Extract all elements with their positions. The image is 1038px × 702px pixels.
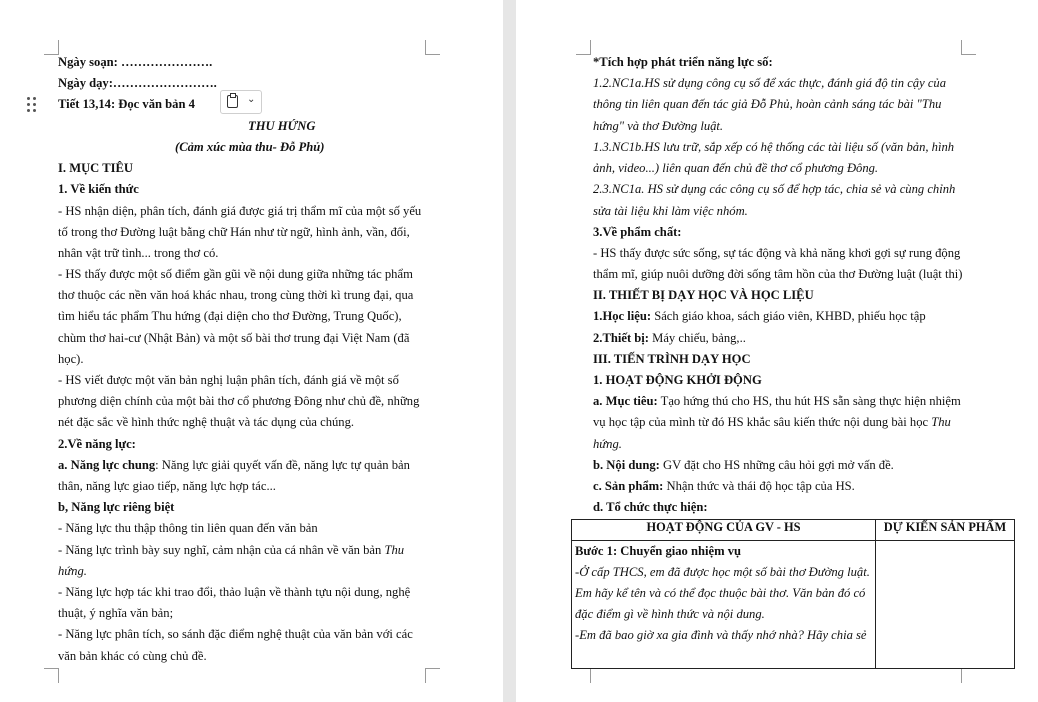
lesson-title: Tiết 13,14: Đọc văn bản 4: [58, 97, 195, 111]
body-text: tìm hiểu tác phẩm Thu hứng (đại diện cho thơ Đường, Trung Quốc),: [58, 309, 402, 323]
chevron-down-icon: ⌄: [247, 94, 256, 105]
body-text: 2.3.NC1a. HS sử dụng các công cụ số để hợp tác, chia sẻ và cùng chỉnh: [593, 182, 956, 196]
date-prepared: Ngày soạn: ………………….: [58, 55, 213, 69]
table-header: DỰ KIẾN SẢN PHẨM: [876, 520, 1015, 541]
section-heading: II. THIẾT BỊ DẠY HỌC VÀ HỌC LIỆU: [593, 288, 814, 302]
table-row: Bước 1: Chuyển giao nhiệm vụ: [575, 544, 742, 558]
table-cell-empty: [876, 541, 1015, 669]
body-text: hứng" và thơ Đường luật.: [593, 119, 724, 133]
section-heading: III. TIẾN TRÌNH DẠY HỌC: [593, 352, 751, 366]
poem-title: THU HỨNG: [248, 119, 316, 133]
body-text: chùm thơ hai-cư (Nhật Bản) và một số bài thơ trung đại Việt Nam (đã: [58, 331, 410, 345]
date-taught: Ngày dạy:…………………….: [58, 76, 217, 90]
document-page-left: [0, 0, 503, 702]
crop-mark: [44, 40, 59, 55]
digital-competence-heading: *Tích hợp phát triển năng lực số:: [593, 55, 773, 69]
table-header: HOẠT ĐỘNG CỦA GV - HS: [572, 520, 876, 541]
table-row: đặc điểm gì về hình thức và nội dung.: [575, 607, 765, 621]
body-text: hứng.: [593, 437, 622, 451]
body-text: phương diện chính của một bài thơ cổ phương Đông như chủ đề, những: [58, 394, 420, 408]
subsection-heading: d. Tổ chức thực hiện:: [593, 500, 708, 514]
table-row: -Ở cấp THCS, em đã được học một số bài thơ Đường luật.: [575, 565, 870, 579]
crop-mark: [44, 668, 59, 683]
subsection-heading: 1. Về kiến thức: [58, 182, 139, 196]
body-text: học).: [58, 352, 84, 366]
table-cell: [572, 541, 876, 669]
crop-mark: [425, 668, 440, 683]
drag-handle-icon[interactable]: [27, 97, 37, 113]
body-text: - HS nhận diện, phân tích, đánh giá được giá trị thẩm mĩ của một số yếu: [58, 204, 422, 218]
body-text: - Năng lực hợp tác khi trao đổi, thảo luận về thành tựu nội dung, nghệ: [58, 585, 411, 599]
body-text: a. Mục tiêu: Tạo hứng thú cho HS, thu hút HS sẵn sàng thực hiện nhiệm: [593, 394, 961, 408]
clipboard-icon: [227, 95, 238, 108]
body-text: - HS viết được một văn bản nghị luận phân tích, đánh giá về một số: [58, 373, 399, 387]
body-text: - HS thấy được một số điểm gần gũi về nội dung giữa những tác phẩm: [58, 267, 413, 281]
activity-table: [571, 519, 1015, 669]
body-text: sửa tài liệu khi làm việc nhóm.: [593, 204, 748, 218]
body-text: 1.Học liệu: Sách giáo khoa, sách giáo viên, KHBD, phiếu học tập: [593, 309, 926, 323]
crop-mark: [576, 40, 591, 55]
body-text: văn bản khác có cùng chủ đề.: [58, 649, 207, 663]
body-text: b. Nội dung: GV đặt cho HS những câu hỏi gợi mở vấn đề.: [593, 458, 894, 472]
body-text: nét đặc sắc về hình thức nghệ thuật và tác dụng của chúng.: [58, 415, 355, 429]
crop-mark: [576, 668, 591, 683]
paste-options-button[interactable]: [220, 90, 262, 114]
subsection-heading: 1. HOẠT ĐỘNG KHỞI ĐỘNG: [593, 373, 762, 387]
body-text: ảnh, video...) liên quan đến chủ đề thơ cổ phương Đông.: [593, 161, 879, 175]
body-text: tố trong thơ Đường luật bằng chữ Hán như từ ngữ, hình ảnh, vần, đối,: [58, 225, 410, 239]
body-text: thuật, ý nghĩa văn bản;: [58, 606, 174, 620]
body-text: 1.2.NC1a.HS sử dụng công cụ số để xác thực, đánh giá độ tin cậy của: [593, 76, 947, 90]
body-text: c. Sản phẩm: Nhận thức và thái độ học tập của HS.: [593, 479, 855, 493]
body-text: 1.3.NC1b.HS lưu trữ, sắp xếp có hệ thống các tài liệu số (văn bản, hình: [593, 140, 955, 154]
body-text: thơ thuộc các nền văn hoá khác nhau, trong cùng thời kì trung đại, qua: [58, 288, 414, 302]
body-text: thẩm mĩ, giúp nuôi dưỡng đời sống tâm hồn của thơ Đường luật (luật thi): [593, 267, 963, 281]
subsection-heading: 2.Về năng lực:: [58, 437, 136, 451]
body-text: a. Năng lực chung: Năng lực giải quyết vấn đề, năng lực tự quản bản: [58, 458, 410, 472]
crop-mark: [961, 668, 976, 683]
body-text: - Năng lực thu thập thông tin liên quan đến văn bản: [58, 521, 318, 535]
body-text: thông tin liên quan đến tác giả Đỗ Phủ, hoàn cảnh sáng tác bài "Thu: [593, 97, 942, 111]
body-text: nhân vật trữ tình... trong thơ có.: [58, 246, 219, 260]
poem-subtitle: (Cảm xúc mùa thu- Đỗ Phủ): [175, 140, 325, 154]
body-text: vụ học tập của mình từ đó HS khắc sâu kiến thức nội dung bài học Thu: [593, 415, 951, 429]
subsection-heading: b, Năng lực riêng biệt: [58, 500, 175, 514]
body-text: hứng.: [58, 564, 87, 578]
body-text: thân, năng lực giao tiếp, năng lực hợp tác...: [58, 479, 276, 493]
table-row: Em hãy kể tên và có thể đọc thuộc bài thơ. Văn bản đó có: [575, 586, 866, 600]
page-gutter: [503, 0, 516, 702]
body-text: - HS thấy được sức sống, sự tác động và khả năng khơi gợi sự rung động: [593, 246, 961, 260]
crop-mark: [961, 40, 976, 55]
crop-mark: [425, 40, 440, 55]
subsection-heading: 3.Về phẩm chất:: [593, 225, 682, 239]
body-text: - Năng lực trình bày suy nghĩ, cảm nhận của cá nhân về văn bản Thu: [58, 543, 405, 557]
table-row: -Em đã bao giờ xa gia đình và thấy nhớ nhà? Hãy chia sẻ: [575, 628, 867, 642]
body-text: 2.Thiết bị: Máy chiếu, bảng,..: [593, 331, 746, 345]
body-text: - Năng lực phân tích, so sánh đặc điểm nghệ thuật của văn bản với các: [58, 627, 413, 641]
section-heading: I. MỤC TIÊU: [58, 161, 133, 175]
